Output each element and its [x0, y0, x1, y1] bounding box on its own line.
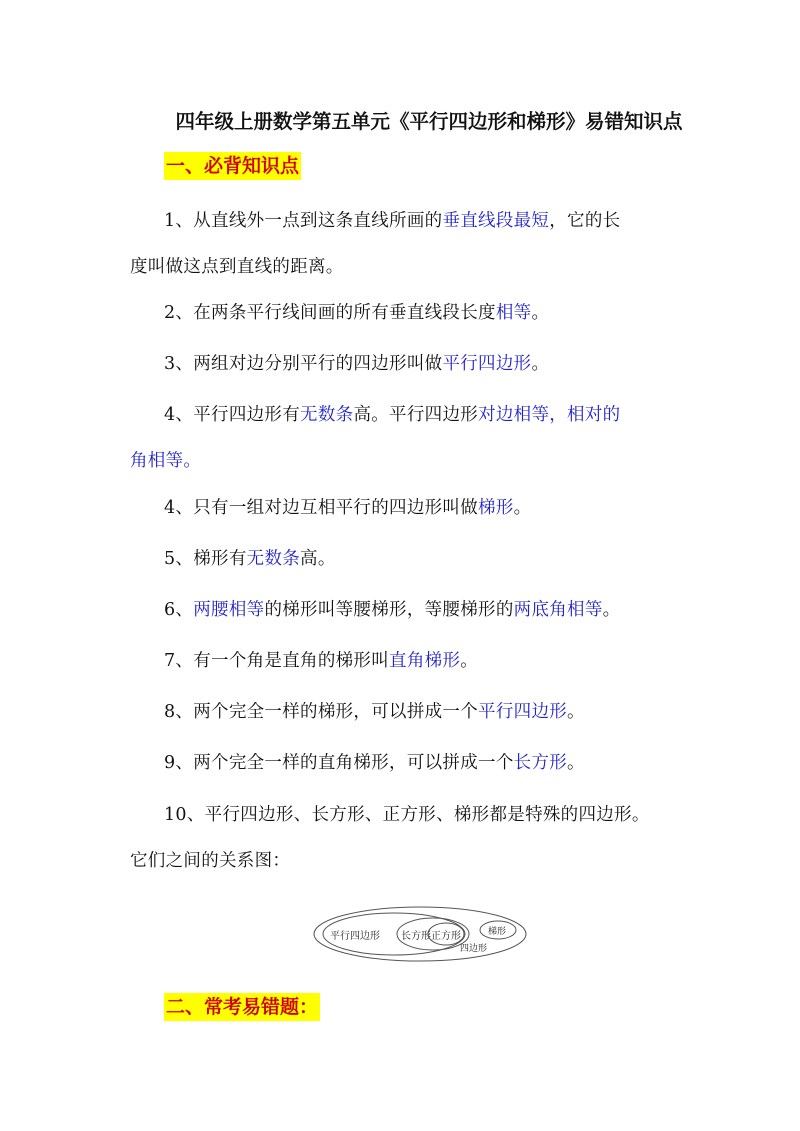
- item-first-line: [130, 587, 676, 633]
- item-10: [130, 792, 676, 884]
- text-run: 高。: [300, 549, 336, 569]
- highlighted-term: 平行四边形: [442, 354, 532, 374]
- document-title: 四年级上册数学第五单元《平行四边形和梯形》易错知识点: [175, 110, 683, 133]
- item-first-line: [130, 689, 676, 735]
- text-run: 。: [460, 651, 479, 671]
- text-run: 7、有一个角是直角的梯形叫: [164, 651, 390, 671]
- item-7: [130, 638, 676, 684]
- highlighted-term: 角相等。: [130, 451, 202, 471]
- text-run: 高。平行四边形: [353, 405, 479, 425]
- item-first-line: [130, 290, 676, 336]
- highlighted-term: 对边相等，相对的: [478, 405, 621, 425]
- text-run: 。: [531, 354, 550, 374]
- square-label: 正方形: [431, 931, 461, 942]
- item-8: [130, 689, 676, 735]
- section-heading-common-errors: 二、常考易错题：: [164, 993, 320, 1021]
- item-continued-line: [130, 838, 676, 884]
- quadrilateral-relationship-diagram: [310, 903, 536, 965]
- item-3: [130, 341, 676, 387]
- item-1: [130, 198, 676, 290]
- item-first-line: [130, 638, 676, 684]
- text-run: 2、在两条平行线间画的所有垂直线段长度: [164, 303, 496, 323]
- text-run: 4、平行四边形有: [164, 405, 301, 425]
- item-continued-line: [130, 438, 676, 484]
- item-first-line: [130, 392, 676, 438]
- highlighted-term: 梯形: [478, 498, 514, 518]
- text-run: 1、从直线外一点到这条直线所画的: [164, 211, 443, 231]
- trapezoid-label: 梯形: [488, 927, 507, 937]
- text-run: 5、梯形有: [164, 549, 247, 569]
- item-first-line: [130, 198, 676, 244]
- text-run: 9、两个完全一样的直角梯形，可以拼成一个: [164, 753, 514, 773]
- item-2: [130, 290, 676, 336]
- rectangle-label: 长方形: [401, 931, 431, 942]
- text-run: 它们之间的关系图：: [130, 851, 291, 871]
- text-run: 。: [531, 303, 550, 323]
- highlighted-term: 两腰相等: [193, 600, 265, 620]
- item-5: [130, 536, 676, 582]
- item-4b: [130, 485, 676, 531]
- parallelogram-label: 平行四边形: [330, 931, 380, 942]
- text-run: 4、只有一组对边互相平行的四边形叫做: [164, 498, 479, 518]
- text-run: 的梯形叫等腰梯形，等腰梯形的: [264, 600, 514, 620]
- highlighted-term: 直角梯形: [389, 651, 461, 671]
- highlighted-term: 两底角相等: [513, 600, 603, 620]
- highlighted-term: 无数条: [246, 549, 301, 569]
- text-run: 。: [567, 702, 585, 722]
- highlighted-term: 无数条: [300, 405, 354, 425]
- highlighted-term: 相等: [495, 303, 532, 323]
- item-continued-line: [130, 244, 676, 290]
- item-first-line: [130, 536, 676, 582]
- item-first-line: [130, 792, 676, 838]
- item-first-line: [130, 740, 676, 786]
- text-run: 6、: [164, 600, 194, 620]
- text-run: 8、两个完全一样的梯形，可以拼成一个: [164, 702, 479, 722]
- item-6: [130, 587, 676, 633]
- item-first-line: [130, 341, 676, 387]
- text-run: 。: [513, 498, 532, 518]
- item-9: [130, 740, 676, 786]
- section-heading-must-know: 一、必背知识点: [164, 152, 301, 180]
- highlighted-term: 平行四边形: [478, 702, 568, 722]
- item-first-line: [130, 485, 676, 531]
- highlighted-term: 长方形: [513, 753, 568, 773]
- text-run: 10、平行四边形、长方形、正方形、梯形都是特殊的四边形。: [164, 805, 650, 825]
- highlighted-term: 垂直线段最短: [442, 211, 550, 231]
- text-run: 。: [567, 753, 585, 773]
- item-4a: [130, 392, 676, 484]
- text-run: 度叫做这点到直线的距离。: [130, 257, 344, 277]
- quadrilateral-label: 四边形: [460, 944, 488, 954]
- text-run: 。: [602, 600, 621, 620]
- text-run: ，它的长: [549, 211, 621, 231]
- text-run: 3、两组对边分别平行的四边形叫做: [164, 354, 443, 374]
